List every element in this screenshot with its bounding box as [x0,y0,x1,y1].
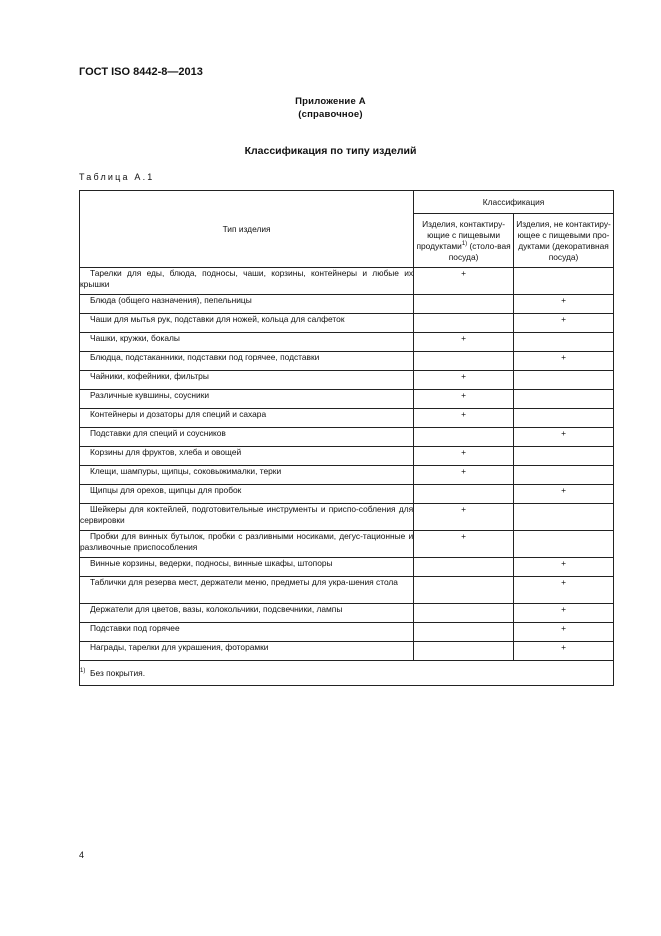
product-type-cell: Клещи, шампуры, щипцы, соковыжималки, терки [80,466,414,485]
non-food-contact-mark [514,409,614,428]
product-type-cell: Шейкеры для коктейлей, подготовительные инструменты и приспо-собления для сервировки [80,504,414,531]
table-row [80,485,614,504]
product-type-cell: Блюдца, подстаканники, подставки под горячее, подставки [80,352,414,371]
food-contact-mark [414,485,514,504]
non-food-contact-mark: + [514,314,614,333]
product-type-cell: Подставки для специй и соусников [80,428,414,447]
product-type-cell: Чаши для мытья рук, подставки для ножей, кольца для салфеток [80,314,414,333]
table-row [80,531,614,558]
table-label: Таблица А.1 [79,172,155,182]
non-food-contact-mark: + [514,577,614,604]
food-contact-mark [414,428,514,447]
table-row [80,352,614,371]
food-contact-mark: + [414,371,514,390]
annex-subtitle: (справочное) [298,109,363,120]
table-row [80,447,614,466]
non-food-contact-mark: + [514,558,614,577]
food-contact-mark: + [414,466,514,485]
product-type-cell: Различные кувшины, соусники [80,390,414,409]
non-food-contact-mark: + [514,428,614,447]
non-food-contact-mark: + [514,604,614,623]
classification-table [79,190,614,686]
product-type-cell: Подставки под горячее [80,623,414,642]
table-row [80,623,614,642]
product-type-cell: Корзины для фруктов, хлеба и овощей [80,447,414,466]
non-food-contact-mark [514,531,614,558]
document-header: ГОСТ ISO 8442-8—2013 [79,66,203,78]
food-contact-mark [414,352,514,371]
food-contact-mark: + [414,268,514,295]
table-row [80,390,614,409]
column-header-classification: Классификация [414,191,614,214]
non-food-contact-mark: + [514,623,614,642]
non-food-contact-mark: + [514,642,614,661]
food-contact-mark: + [414,531,514,558]
food-contact-mark [414,558,514,577]
non-food-contact-mark [514,371,614,390]
food-contact-mark: + [414,447,514,466]
table-footnote: $^{1)}$ Без покрытия. [80,661,614,686]
page-number: 4 [79,850,85,860]
table-row [80,268,614,295]
product-type-cell: Тарелки для еды, блюда, подносы, чаши, корзины, контейнеры и любые их крышки [80,268,414,295]
annex-heading [0,95,661,121]
product-type-cell: Чашки, кружки, бокалы [80,333,414,352]
food-contact-mark: + [414,333,514,352]
food-contact-mark: + [414,390,514,409]
product-type-cell: Пробки для винных бутылок, пробки с разливными носиками, дегус-тационные и разливочные приспособления [80,531,414,558]
food-contact-mark: + [414,409,514,428]
product-type-cell: Щипцы для орехов, щипцы для пробок [80,485,414,504]
non-food-contact-mark [514,268,614,295]
product-type-cell: Контейнеры и дозаторы для специй и сахара [80,409,414,428]
product-type-cell: Чайники, кофейники, фильтры [80,371,414,390]
table-row [80,409,614,428]
table-row [80,295,614,314]
table-row [80,504,614,531]
food-contact-mark [414,623,514,642]
non-food-contact-mark [514,504,614,531]
annex-title: Приложение А [295,96,366,107]
table-row [80,371,614,390]
product-type-cell: Награды, тарелки для украшения, фоторамки [80,642,414,661]
table-row [80,604,614,623]
table-row [80,642,614,661]
food-contact-mark [414,295,514,314]
section-title: Классификация по типу изделий [244,145,417,157]
table-row [80,558,614,577]
table-body [80,268,614,661]
food-contact-mark [414,642,514,661]
table-row [80,577,614,604]
table-row [80,466,614,485]
food-contact-mark: + [414,504,514,531]
non-food-contact-mark [514,390,614,409]
table-row [80,428,614,447]
table-row [80,314,614,333]
non-food-contact-mark [514,466,614,485]
column-header-non-food-contact: Изделия, не контактиру-ющее с пищевыми про-дуктами (декоративная посуда) [514,214,614,268]
non-food-contact-mark: + [514,352,614,371]
table-row [80,333,614,352]
non-food-contact-mark [514,333,614,352]
column-header-type: Тип изделия [80,191,414,268]
food-contact-mark [414,314,514,333]
food-contact-mark [414,577,514,604]
non-food-contact-mark [514,447,614,466]
non-food-contact-mark: + [514,485,614,504]
food-contact-mark [414,604,514,623]
product-type-cell: Винные корзины, ведерки, подносы, винные шкафы, штопоры [80,558,414,577]
non-food-contact-mark: + [514,295,614,314]
product-type-cell: Блюда (общего назначения), пепельницы [80,295,414,314]
product-type-cell: Таблички для резерва мест, держатели меню, предметы для укра-шения стола [80,577,414,604]
column-header-food-contact: Изделия, контактиру-ющие с пищевыми продуктами$^{1)}$ (столо-вая посуда) [414,214,514,268]
product-type-cell: Держатели для цветов, вазы, колокольчики, подсвечники, лампы [80,604,414,623]
